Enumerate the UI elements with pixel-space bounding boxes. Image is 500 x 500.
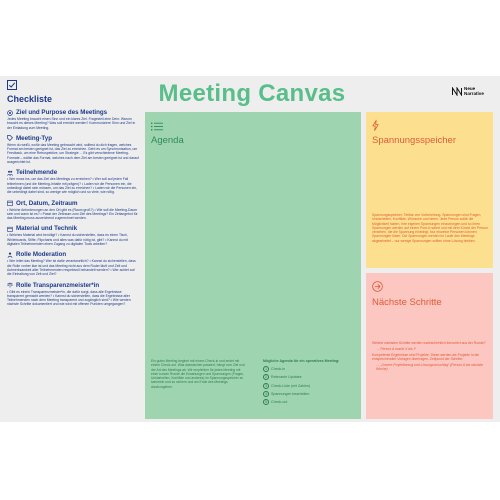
step-label: Spannungen bearbeiten <box>271 391 310 396</box>
checklist-title: Checkliste <box>7 94 53 104</box>
step-label: Check-in <box>271 366 286 371</box>
checkbox-icon <box>7 80 17 90</box>
logo-line-2: Narrative <box>464 91 484 96</box>
section-body: • Welche Anforderungen an den Ort gibt es (Raum groß?) • Wie soll die Meeting-Dauer sein und wann ist es? • Passt der Zeitraum zum Ziel des Meetings? Ein Zeitangebot für das Meeting muss ausreichend zugerechnet werden. <box>7 207 138 221</box>
step-number: 4 <box>263 391 269 397</box>
section-title: Ziel und Purpose des Meetings <box>16 109 108 116</box>
agenda-steps-title: Mögliche Agenda für ein operatives Meeting: <box>263 359 340 363</box>
neue-narrative-logo <box>452 86 484 96</box>
agenda-steps-block <box>263 359 355 405</box>
tag-icon <box>7 135 13 141</box>
section-title: Teilnehmende <box>16 169 58 177</box>
section-body: Wenn du weißt, wofür das Meeting gebraucht wird, solltest du dich fragen, welches Format am besten geeignet ist, das Ziel zu erreichen. Geht es um Synchronisation, um Feedback, um eine Retrospektive, um Strategie ... Es gibt verschiedene Meeting-Formate – wähle das Format, welches nach dem Ziel am besten geeignet ist und darauf ausgerichtet ist. <box>7 142 139 165</box>
next-steps-example: → Person A macht X bis Y <box>376 346 416 351</box>
agenda-step <box>263 366 355 372</box>
agenda-step <box>263 383 355 389</box>
checklist-section <box>7 135 139 164</box>
checklist-column <box>7 80 139 420</box>
tension-panel[interactable] <box>366 112 493 268</box>
checklist-section <box>7 200 139 221</box>
step-number: 2 <box>263 374 269 380</box>
agenda-panel[interactable] <box>145 112 361 419</box>
scale-icon <box>7 282 13 288</box>
checklist-section <box>7 251 139 276</box>
next-steps-title: Nächste Schritte <box>372 297 442 308</box>
target-icon <box>7 110 13 116</box>
checklist-section <box>7 109 139 130</box>
page-title: Meeting Canvas <box>158 80 346 107</box>
list-icon <box>151 118 163 136</box>
agenda-step <box>263 374 355 380</box>
people-icon <box>7 170 13 176</box>
section-body: Jedes Meeting braucht einen Sinn und ein klares Ziel. Fragestell-eine Dein: Warum braucht es dieses Meeting? Was soll erreicht werden? Kommuniziere Sinn und Ziel in der Einladung zum Meeting. <box>7 117 136 130</box>
lightning-icon <box>372 118 379 136</box>
agenda-step <box>263 391 355 397</box>
section-body: • Wer leitet das Meeting? Wer ist dafür verantwortlich? • Kannst du sicherstellen, dass die Rolle vorher klar ist und das Meeting nicht aus dem Ruder läuft und Zeit und Aufmerksamkeit aller Teilnehmenden respektvoll behandelt werden? • Wer achtet auf die Einhaltung von Zeit und Ziel? <box>7 259 136 277</box>
box-icon <box>7 226 13 232</box>
next-steps-panel[interactable] <box>366 273 493 419</box>
checklist-section <box>7 282 139 307</box>
checklist-header <box>7 80 139 90</box>
section-body: • Welches Material wird benötigt? • Kannst du sicherstellen, dass es einen Tisch, Whiteboards, Stifte, Flipcharts und alles was dafür nötig ist, gibt? • Kannst du mit digitalen Teilnehmenden einen Zugang zu digitalen Tools arbeiten? <box>7 233 129 247</box>
next-steps-paragraph: Welche nächsten Schritte werden wahrscheinlich formuliert aus der Runde? <box>372 341 486 345</box>
step-label: Check-out <box>271 400 288 405</box>
agenda-step <box>263 399 355 405</box>
logo-line-1: Neue <box>464 86 476 91</box>
next-steps-text <box>372 341 488 373</box>
tension-title: Spannungsspeicher <box>372 135 456 146</box>
checklist-section <box>7 225 139 246</box>
next-steps-paragraph: Kompetente Ergebnisse sind Projekte. Diese werden als Projekte in die entsprechenden Vorlagen übertragen. Zeitpunkt der Schritte: <box>372 352 480 361</box>
step-number: 1 <box>263 366 269 372</box>
section-body: • Wer muss ins, um das Ziel des Meetings zu erreichen? • Wer soll auf jeden Fall teilnehmen (und die Meeting-Inhalte mit prägen)? • Laden wir die Personen ein, die unbedingt dabei sein müssen, um das Ziel zu erreichen? • Laden wir die Personen ein, die unbedingt dabei sind, so wenige wie möglich und so viele, wie nötig. <box>7 177 138 195</box>
calendar-icon <box>7 200 13 206</box>
logo-mark-icon <box>452 87 462 96</box>
section-title: Rolle Transparenzmeister*in <box>16 281 100 289</box>
logo-text <box>464 86 484 96</box>
section-title: Ort, Datum, Zeitraum <box>16 199 78 207</box>
section-title: Material und Technik <box>16 225 78 233</box>
moderator-icon <box>7 252 13 258</box>
agenda-title: Agenda <box>151 135 184 146</box>
step-label: Relevante Updates <box>271 375 302 380</box>
agenda-intro-text: Ein gutes Meeting beginnt mit einem Check-in und endet mit einem Check-out. Was dazwischen passiert, hängt vom Ziel und der Art des Meetings ab. Wir empfehlen für jedes Meeting mit einer kurzen Runde die Erwartungen und Spannungen (Fragen, Unklarheiten, Konflikte und anderes) im Spannungsspeicher zu sammeln und zu sichern und am Ende des Meetings durchzugehen. <box>151 359 245 389</box>
section-body: • Gibt es eine/n Transparenzmeister*in, die dafür sorgt, dass alle Ergebnisse transparent gemacht werden? • Kannst du sicherstellen, dass die Ergebnisse aller Teilnehmenden nach dem Meeting transparent und zugänglich sind? • Wie werden nächste Schritte dokumentiert und wie wird mit offenen Punkten umgegangen? <box>7 289 131 307</box>
next-steps-example: → „Unsere Projektbezug und Lösungsvorschlag“ (Person A bis nächste Woche) <box>376 362 483 371</box>
section-title: Rolle Moderation <box>16 251 67 259</box>
tension-text: Spannungsspeicher: Teilbar von Vorbereitung. Spannungen sind Fragen, Unklarheiten, Konflikte, Wünsche und Ideen. Jede Person sollte die Möglichkeit haben, ihre eigenen Spannungen einzubringen und so ihren Spannungen werden auf einem Post-it notiert und mit dem Kürzel der Person versehen, die die Spannung einbringt. Nur einzelne Personen können Spannungen lösen. Die Spannungen werden im Laufe des Meetings abgearbeitet – nur wenige Spannungen sollten ohne Lösung bleiben. <box>372 213 488 243</box>
step-number: 3 <box>263 383 269 389</box>
section-title: Meeting-Typ <box>16 134 52 142</box>
step-label: Check-Liste (mit Zahlen) <box>271 383 311 388</box>
checklist-section <box>7 169 139 194</box>
step-number: 5 <box>263 399 269 405</box>
arrow-circle-icon <box>372 279 383 297</box>
